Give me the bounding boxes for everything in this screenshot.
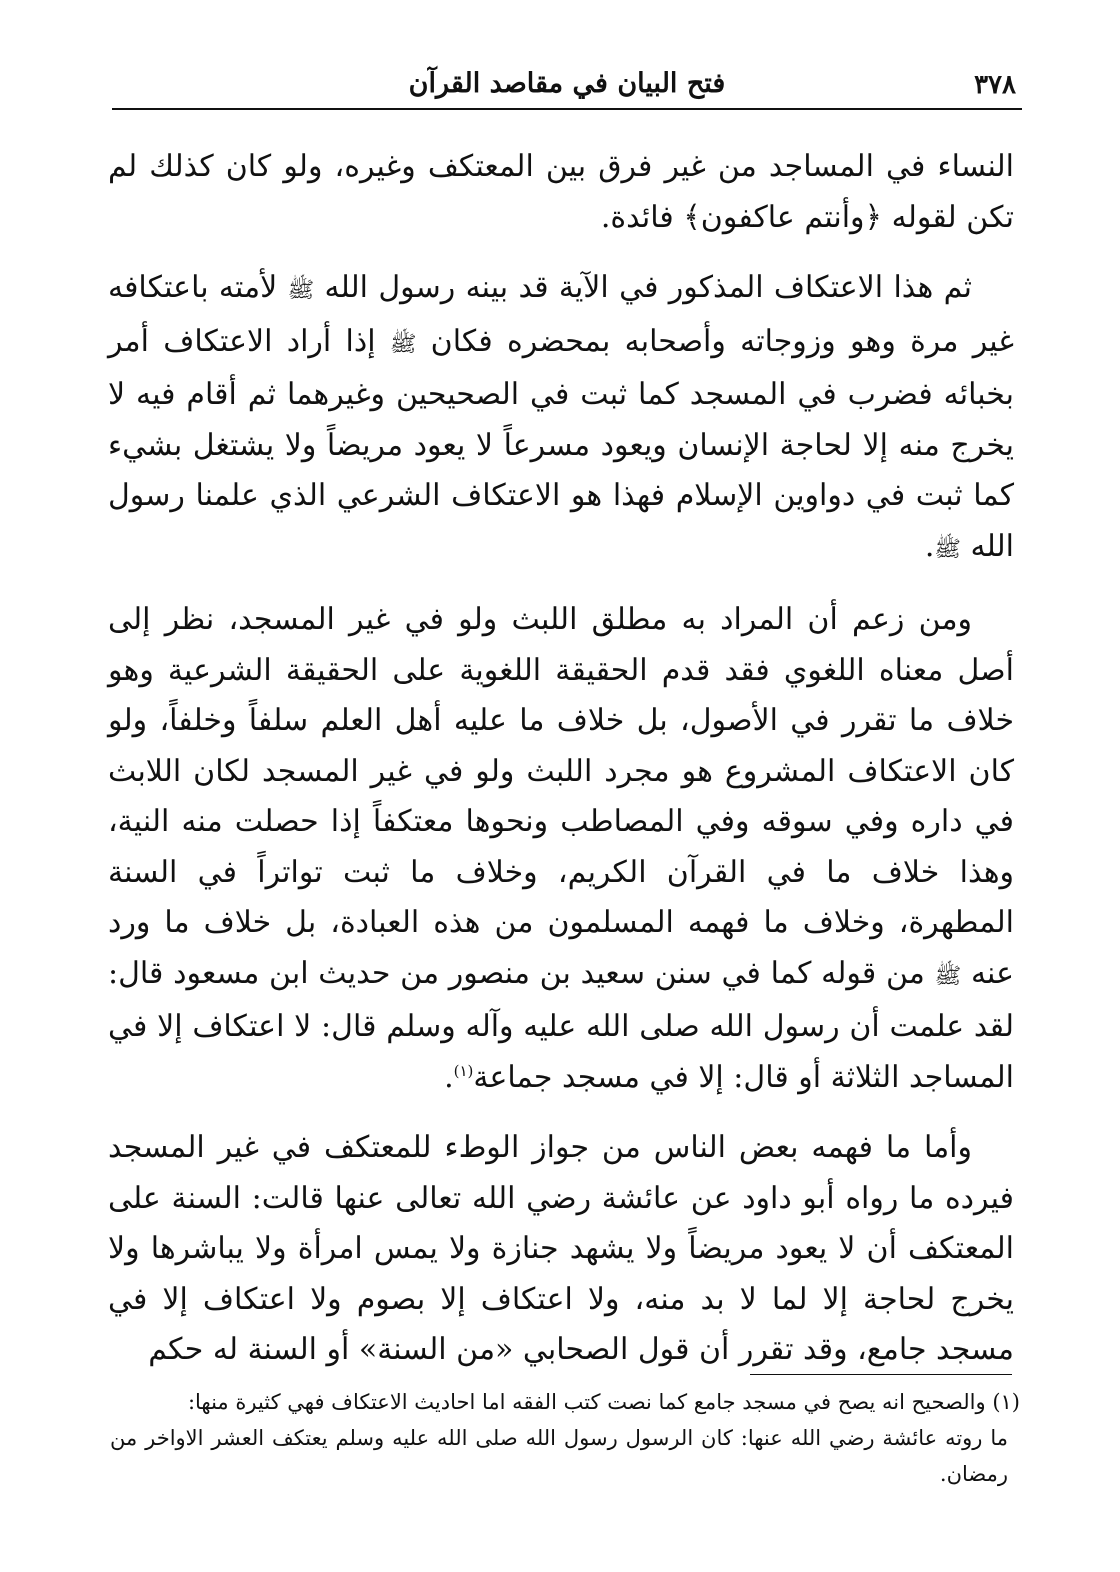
paragraph — [108, 263, 1014, 575]
paragraph — [108, 1123, 1014, 1376]
footnote — [110, 1384, 1020, 1420]
sallallah-symbol: ﷺ — [934, 536, 961, 562]
paragraph-text: لأمته باعتكافه غير مرة وهو وزوجاته وأصحابه بمحضره فكان — [108, 270, 1014, 359]
paragraph-end: . — [924, 528, 935, 564]
sallallah-symbol: ﷺ — [389, 331, 417, 357]
page-header — [114, 62, 1020, 106]
paragraph-text: من قوله كما في سنن سعيد بن منصور من حديث ابن مسعود قال: لقد علمت أن رسول الله صلى الله عليه وآله وسلم قال: لا اعتكاف إلا في المساجد الثلاثة أو قال: إلا في مسجد جماعة — [108, 955, 1014, 1095]
body-text — [108, 142, 1014, 1376]
paragraph-text: وأما ما فهمه بعض الناس من جواز الوطء للمعتكف في غير المسجد فيرده ما رواه أبو داود عن عائشة رضي الله تعالى عنها قالت: السنة على المعتكف أن لا يعود مريضاً ولا يشهد جنازة ولا يمس امرأة ولا يباشرها ولا يخرج لحاجة إلا لما لا بد منه، ولا اعتكاف إلا بصوم ولا اعتكاف إلا في مسجد جامع، وقد تقرر أن قول الصحابي «من السنة» أو السنة له حكم — [108, 1130, 1014, 1367]
footnote-continuation — [110, 1420, 1020, 1492]
paragraph-end: . — [444, 1059, 454, 1095]
running-title: فتح البيان في مقاصد القرآن — [408, 68, 726, 99]
footnote-line: (١) والصحيح انه يصح في مسجد جامع كما نصت كتب الفقه اما احاديث الاعتكاف فهي كثيرة منها: — [187, 1390, 1020, 1414]
footnote-reference[interactable]: (١) — [453, 1061, 474, 1080]
paragraph — [108, 595, 1014, 1103]
paragraph — [108, 142, 1014, 243]
paragraph-text: ثم هذا الاعتكاف المذكور في الآية قد بينه رسول الله — [324, 270, 973, 305]
footnote-separator — [750, 1374, 1012, 1375]
paragraph-text: النساء في المساجد من غير فرق بين المعتكف وغيره، ولو كان كذلك لم تكن لقوله ﴿وأنتم عاكفون﴾ فائدة. — [108, 149, 1014, 235]
footnotes — [110, 1384, 1020, 1492]
page-number: ٣٧٨ — [974, 70, 1016, 100]
sallallah-symbol: ﷺ — [934, 963, 962, 989]
sallallah-symbol: ﷺ — [287, 278, 315, 303]
footnote-line: ما روته عائشة رضي الله عنها: كان الرسول رسول الله صلى الله عليه وسلم يعتكف العشر الاواخر من رمضان. — [110, 1426, 1008, 1486]
header-rule — [112, 108, 1022, 110]
paragraph-text: إذا أراد الاعتكاف أمر بخبائه فضرب في المسجد كما ثبت في الصحيحين وغيرهما ثم أقام فيه لا يخرج منه إلا لحاجة الإنسان ويعود مسرعاً لا يعود مريضاً ولا يشتغل بشيء كما ثبت في دواوين الإسلام فهذا هو الاعتكاف الشرعي الذي علمنا رسول الله — [108, 323, 1014, 564]
paragraph-text: ومن زعم أن المراد به مطلق اللبث ولو في غير المسجد، نظر إلى أصل معناه اللغوي فقد قدم الحقيقة اللغوية على الحقيقة الشرعية وهو خلاف ما تقرر في الأصول، بل خلاف ما عليه أهل العلم سلفاً وخلفاً، ولو كان الاعتكاف المشروع هو مجرد اللبث ولو في غير المسجد لكان اللابث في داره وفي سوقه وفي المصاطب ونحوها معتكفاً إذا حصلت منه النية، وهذا خلاف ما في القرآن الكريم، وخلاف ما ثبت تواتراً في السنة المطهرة، وخلاف ما فهمه المسلمون من هذه العبادة، بل خلاف ما ورد عنه — [108, 602, 1014, 991]
